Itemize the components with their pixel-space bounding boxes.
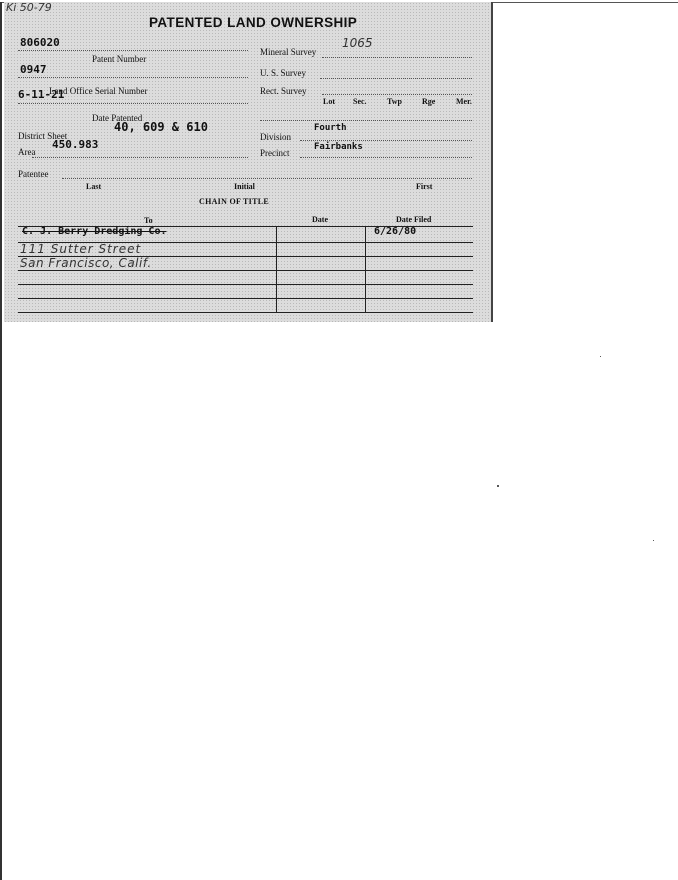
scan-speck [600, 356, 601, 357]
mineral-survey-value: 1065 [342, 36, 373, 50]
number-top: 806020 [20, 36, 60, 49]
rect-col-sec: Sec. [353, 97, 367, 106]
dotted-rule [18, 103, 248, 104]
table-column-rule [276, 226, 277, 313]
district-sheet-value: 40, 609 & 610 [114, 120, 208, 134]
dotted-rule [320, 78, 472, 79]
dotted-rule [18, 77, 248, 78]
corner-note: Ki 50-79 [6, 1, 52, 14]
us-survey-label: U. S. Survey [260, 68, 307, 78]
precinct-label: Precinct [260, 148, 290, 158]
dotted-rule [322, 94, 472, 95]
chain-header-date: Date [312, 215, 328, 224]
patentee-label: Patentee [18, 169, 49, 179]
chain-title: CHAIN OF TITLE [199, 197, 269, 206]
patentee-last-label: Last [86, 182, 102, 191]
table-rule [18, 270, 473, 271]
rect-col-mer: Mer. [456, 97, 472, 106]
table-column-rule [365, 226, 366, 313]
rect-survey-label: Rect. Survey [260, 86, 307, 96]
dotted-rule [260, 120, 472, 121]
dotted-rule [322, 57, 472, 58]
land-office-serial-label: Land Office Serial Number [49, 86, 148, 96]
dotted-rule [300, 157, 472, 158]
scan-speck [497, 485, 499, 487]
rect-col-lot: Lot [323, 97, 335, 106]
rect-col-rge: Rge [422, 97, 436, 106]
chain-row-2-to: 111 Sutter Street [20, 242, 142, 256]
table-rule [18, 312, 473, 313]
division-label: Division [260, 132, 292, 142]
dotted-rule [300, 140, 472, 141]
chain-header-date-filed: Date Filed [396, 215, 432, 224]
dotted-rule [18, 50, 248, 51]
page-left-border [0, 2, 2, 880]
chain-row-1-to: C. J. Berry Dredging Co. [22, 226, 167, 237]
dotted-rule [62, 178, 472, 179]
land-ownership-card [4, 2, 493, 322]
dotted-rule [32, 157, 248, 158]
scan-speck [653, 540, 654, 541]
precinct-value: Fairbanks [314, 142, 363, 152]
patent-number-value: 0947 [20, 63, 47, 76]
district-sheet-label: District Sheet [18, 131, 68, 141]
serial-value: 6-11-21 [18, 88, 65, 101]
table-rule [18, 284, 473, 285]
chain-row-3-to: San Francisco, Calif. [20, 256, 152, 270]
patentee-initial-label: Initial [234, 182, 255, 191]
chain-header-to: To [144, 216, 153, 225]
date-patented-label: Date Patented [92, 113, 143, 123]
rect-col-twp: Twp [387, 97, 402, 106]
card-title: PATENTED LAND OWNERSHIP [149, 15, 358, 30]
table-rule [18, 298, 473, 299]
mineral-survey-label: Mineral Survey [260, 47, 317, 57]
patent-number-label: Patent Number [92, 54, 147, 64]
patentee-first-label: First [416, 182, 433, 191]
area-value: 450.983 [52, 138, 99, 151]
area-label: Area [18, 147, 36, 157]
division-value: Fourth [314, 123, 347, 133]
chain-row-1-date-filed: 6/26/80 [374, 226, 417, 237]
